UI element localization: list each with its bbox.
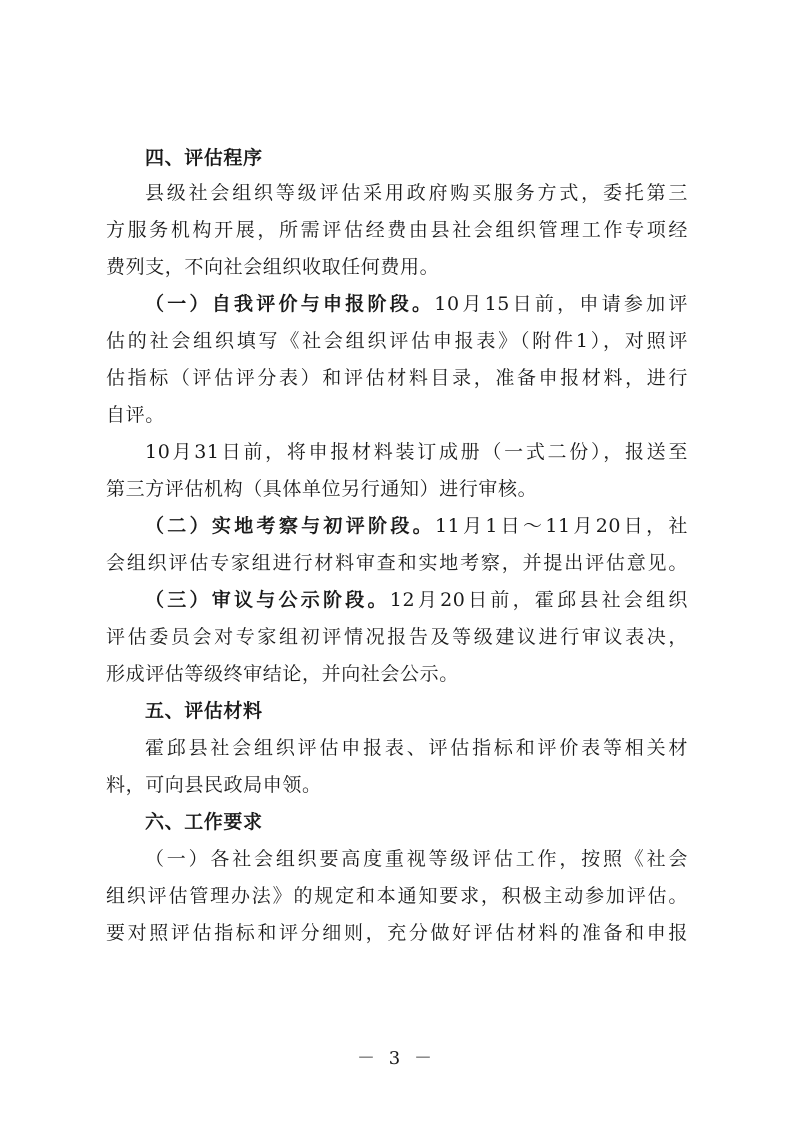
paragraph-line: 10月31日前，将申报材料装订成册（一式二份），报送至	[145, 441, 688, 463]
stage-1-first-line	[145, 289, 688, 319]
stage-2-first-line	[145, 511, 688, 541]
stage-2-text: 11月1日～11月20日，社	[434, 515, 688, 537]
paragraph-line: 自评。	[106, 404, 165, 426]
stage-3-first-line	[145, 585, 688, 615]
paragraph-line: 估指标（评估评分表）和评估材料目录，准备申报材料，进行	[106, 367, 688, 389]
paragraph-line: 第三方评估机构（具体单位另行通知）进行审核。	[106, 478, 538, 500]
stage-1-text: 10月15日前，申请参加评	[434, 293, 688, 315]
section-heading-4: 四、评估程序	[145, 147, 263, 169]
paragraph-line: 要对照评估指标和评分细则，充分做好评估材料的准备和申报	[106, 922, 688, 944]
paragraph-line: 费列支，不向社会组织收取任何费用。	[106, 256, 440, 278]
paragraph-line: 方服务机构开展，所需评估经费由县社会组织管理工作专项经	[106, 219, 688, 241]
paragraph-line: 组织评估管理办法》的规定和本通知要求，积极主动参加评估。	[106, 885, 688, 907]
paragraph-line: 县级社会组织等级评估采用政府购买服务方式，委托第三	[145, 182, 688, 204]
stage-1-title: （一）自我评价与申报阶段。	[145, 293, 435, 315]
paragraph-line: 会组织评估专家组进行材料审查和实地考察，并提出评估意见。	[106, 552, 688, 574]
paragraph-line: 料，可向县民政局申领。	[106, 774, 322, 796]
section-heading-6: 六、工作要求	[145, 811, 263, 833]
stage-3-title: （三）审议与公示阶段。	[145, 589, 390, 611]
stage-3-text: 12月20日前，霍邱县社会组织	[389, 589, 688, 611]
page-number: － 3 －	[357, 1048, 436, 1069]
stage-2-title: （二）实地考察与初评阶段。	[145, 515, 435, 537]
paragraph-line: （一）各社会组织要高度重视等级评估工作，按照《社会	[145, 848, 688, 870]
section-heading-5: 五、评估材料	[145, 700, 263, 722]
paragraph-line: 形成评估等级终审结论，并向社会公示。	[106, 663, 459, 685]
paragraph-line: 评估委员会对专家组初评情况报告及等级建议进行审议表决，	[106, 626, 688, 648]
paragraph-line: 估的社会组织填写《社会组织评估申报表》（附件1），对照评	[106, 330, 688, 352]
paragraph-line: 霍邱县社会组织评估申报表、评估指标和评价表等相关材	[145, 737, 688, 759]
